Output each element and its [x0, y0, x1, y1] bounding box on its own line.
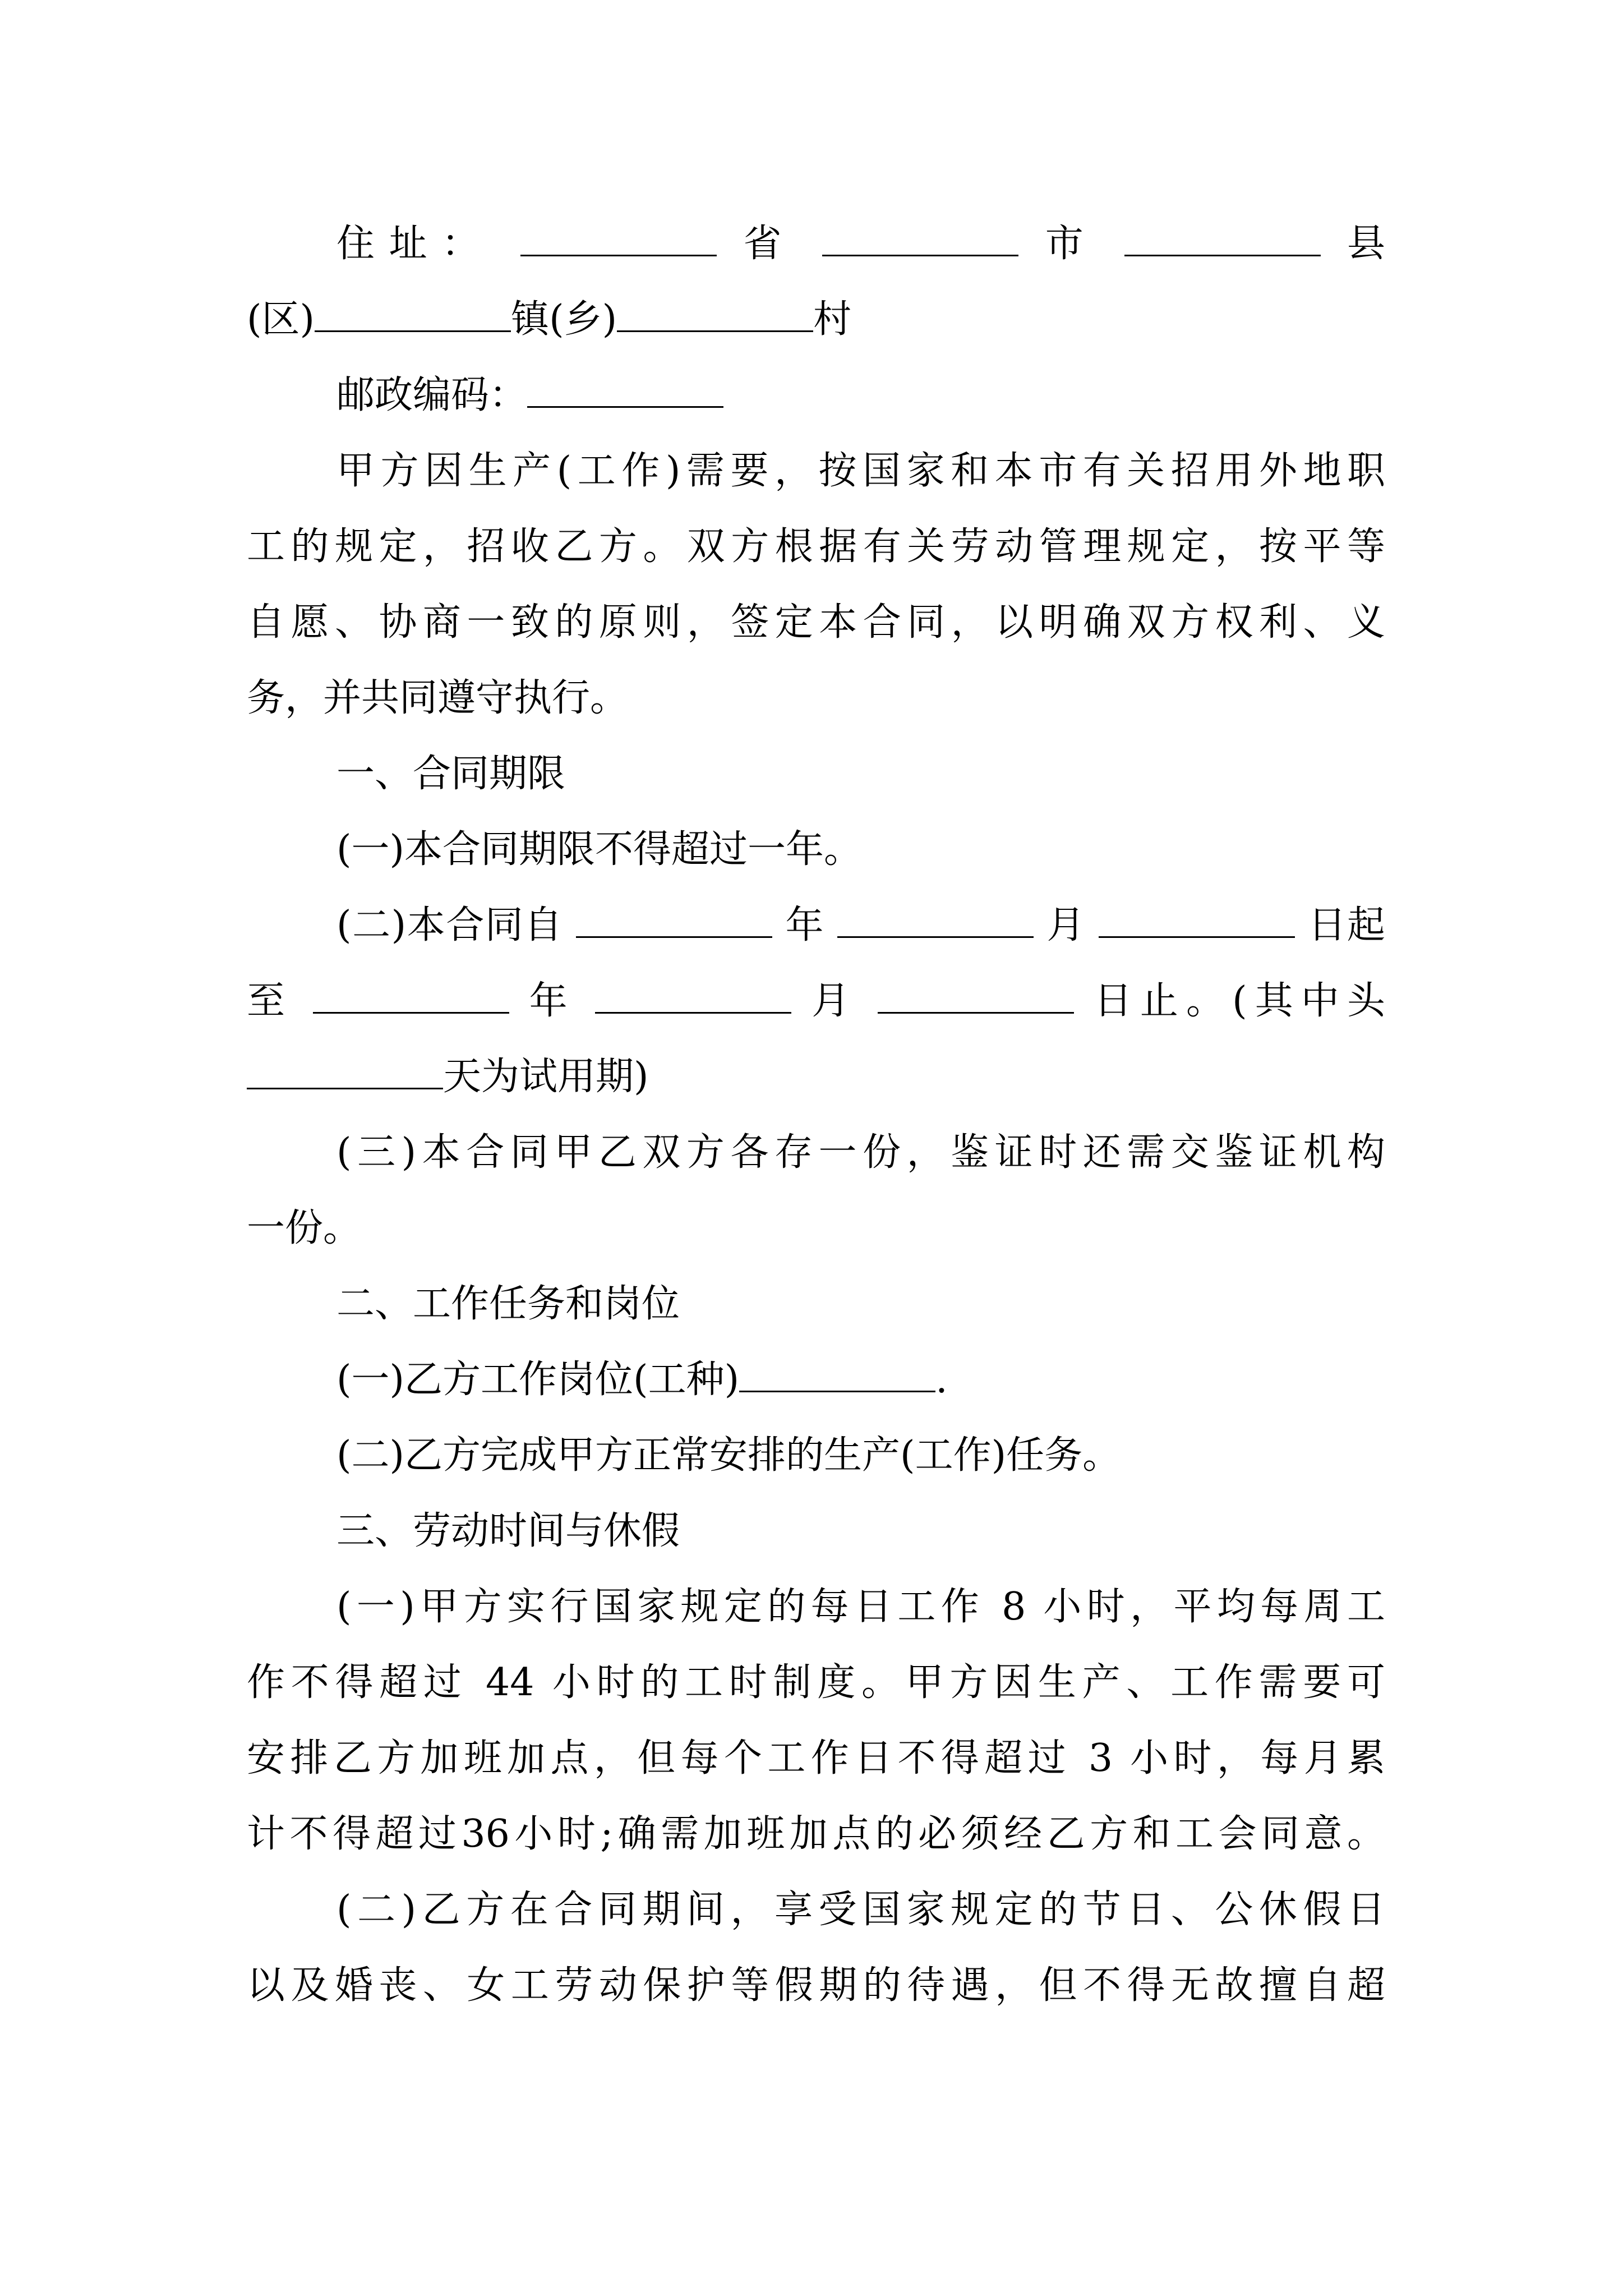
section-1-item-1: (一)本合同期限不得超过一年。 — [336, 827, 863, 872]
section-3-item-2-line-2: 以及婚丧、女工劳动保护等假期的待遇，但不得无故擅自超 — [247, 1963, 1385, 2008]
end-year-label: 年 — [529, 979, 575, 1023]
intro-line-3: 自愿、协商一致的原则，签定本合同，以明确双方权利、义 — [247, 600, 1385, 645]
contract-end-prefix: 至 — [247, 979, 293, 1023]
section-1-item-2-line-2 — [247, 973, 1385, 1029]
postal-code-line — [336, 367, 1385, 424]
end-month-blank — [595, 978, 791, 1014]
end-month-label: 月 — [811, 979, 858, 1023]
contract-start-prefix: (二)本合同自 — [336, 903, 564, 947]
start-day-blank — [1099, 903, 1295, 938]
intro-line-2: 工的规定，招收乙方。双方根据有关劳动管理规定，按平等 — [247, 524, 1385, 569]
county-label: 县 — [1347, 222, 1385, 266]
section-1-heading: 一、合同期限 — [336, 752, 566, 796]
city-blank — [822, 221, 1018, 256]
start-month-label: 月 — [1046, 903, 1086, 947]
province-label: 省 — [743, 222, 796, 266]
start-year-label: 年 — [785, 903, 825, 947]
town-blank — [617, 297, 813, 332]
job-position-label: (一)乙方工作岗位(工种) — [336, 1358, 740, 1402]
county-blank — [1124, 221, 1321, 256]
section-3-item-1-line-4: 计不得超过36小时;确需加班加点的必须经乙方和工会同意。 — [247, 1812, 1385, 1856]
intro-line-1: 甲方因生产(工作)需要，按国家和本市有关招用外地职 — [336, 449, 1385, 493]
job-position-blank — [739, 1357, 935, 1392]
address-line-2 — [247, 292, 1385, 348]
section-1-item-2-line-3 — [247, 1049, 1385, 1105]
village-label: 村 — [813, 297, 852, 342]
province-blank — [520, 221, 717, 256]
district-blank — [315, 297, 511, 332]
probation-label: 天为试用期) — [443, 1055, 649, 1099]
district-label: (区) — [247, 297, 315, 342]
start-month-blank — [837, 903, 1034, 938]
section-2-item-1 — [336, 1352, 1385, 1408]
address-label: 住址： — [336, 222, 494, 266]
section-1-item-3-line-2: 一份。 — [247, 1206, 362, 1250]
intro-line-4: 务，并共同遵守执行。 — [247, 676, 629, 720]
section-2-item-2: (二)乙方完成甲方正常安排的生产(工作)任务。 — [336, 1433, 1121, 1478]
postal-code-blank — [527, 372, 723, 408]
probation-days-blank — [247, 1054, 443, 1089]
section-3-item-1-line-2: 作不得超过 44 小时的工时制度。甲方因生产、工作需要可 — [247, 1660, 1385, 1705]
end-year-blank — [313, 978, 509, 1014]
job-position-period: . — [935, 1358, 948, 1402]
section-2-heading: 二、工作任务和岗位 — [336, 1282, 680, 1326]
start-day-label: 日起 — [1308, 903, 1385, 947]
section-3-item-1-line-3: 安排乙方加班加点，但每个工作日不得超过 3 小时，每月累 — [247, 1736, 1385, 1780]
end-day-label: 日止。(其中头 — [1094, 979, 1385, 1023]
postal-code-label: 邮政编码： — [336, 373, 528, 417]
start-year-blank — [576, 903, 772, 938]
section-3-item-1-line-1: (一)甲方实行国家规定的每日工作 8 小时，平均每周工 — [336, 1585, 1385, 1629]
section-1-item-3-line-1: (三)本合同甲乙双方各存一份，鉴证时还需交鉴证机构 — [336, 1130, 1385, 1175]
city-label: 市 — [1045, 222, 1098, 266]
section-3-item-2-line-1: (二)乙方在合同期间，享受国家规定的节日、公休假日 — [336, 1888, 1385, 1932]
address-line-1 — [336, 216, 1385, 272]
town-label: 镇(乡) — [511, 297, 617, 342]
end-day-blank — [878, 978, 1074, 1014]
section-3-heading: 三、劳动时间与休假 — [336, 1509, 680, 1553]
section-1-item-2-line-1 — [336, 898, 1385, 954]
